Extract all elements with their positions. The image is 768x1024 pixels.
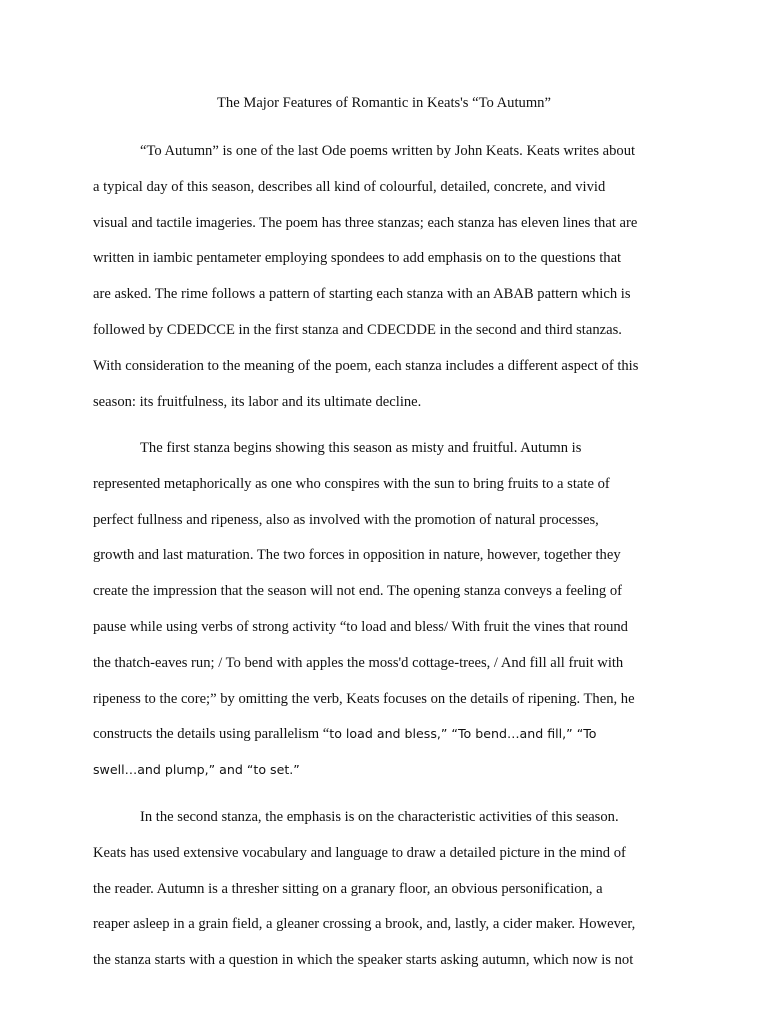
paragraph-line: season: its fruitfulness, its labor and its ultimate decline. <box>93 393 422 410</box>
quoted-verbs: to load and bless,” “To bend…and fill,” “To <box>329 726 597 742</box>
paragraph-line: represented metaphorically as one who conspires with the sun to bring fruits to a state of <box>93 475 610 492</box>
paragraph-line: With consideration to the meaning of the poem, each stanza includes a different aspect of this <box>93 357 639 374</box>
paragraph-line: pause while using verbs of strong activity “to load and bless/ With fruit the vines that round <box>93 619 628 635</box>
paragraph-line: the thatch-eaves run; / To bend with apples the moss'd cottage-trees, / And fill all fruit with <box>93 654 624 671</box>
paragraph-line: a typical day of this season, describes all kind of colourful, detailed, concrete, and vivid <box>93 178 606 195</box>
paragraph-line: visual and tactile imageries. The poem has three stanzas; each stanza has eleven lines that are <box>93 214 638 231</box>
paragraph-line: In the second stanza, the emphasis is on the characteristic activities of this season. <box>140 809 619 825</box>
paragraph-line: create the impression that the season will not end. The opening stanza conveys a feeling of <box>93 583 622 600</box>
paragraph-line: written in iambic pentameter employing spondees to add emphasis on to the questions that <box>93 250 622 267</box>
paragraph-line: “To Autumn” is one of the last Ode poems written by John Keats. Keats writes about <box>140 143 636 159</box>
paragraph-line: ripeness to the core;” by omitting the verb, Keats focuses on the details of ripening. Then, he <box>93 690 635 707</box>
paragraph-line: reaper asleep in a grain field, a gleaner crossing a brook, and, lastly, a cider maker. However, <box>93 916 636 933</box>
paragraph-line: are asked. The rime follows a pattern of starting each stanza with an ABAB pattern which is <box>93 286 631 303</box>
paragraph-line: the reader. Autumn is a thresher sitting on a granary floor, an obvious personification, a <box>93 880 603 897</box>
paragraph-line: growth and last maturation. The two forces in opposition in nature, however, together they <box>93 547 621 564</box>
paragraph-line: the stanza starts with a question in which the speaker starts asking autumn, which now is not <box>93 952 634 969</box>
paragraph-line-mixed <box>93 724 596 744</box>
paragraph-line-quoted: swell…and plump,” and “to set.” <box>93 762 300 778</box>
paragraph-line-serif-part: constructs the details using parallelism “ <box>93 726 330 743</box>
paragraph-line: The first stanza begins showing this season as misty and fruitful. Autumn is <box>140 440 582 456</box>
paragraph-line: Keats has used extensive vocabulary and language to draw a detailed picture in the mind of <box>93 844 626 861</box>
document-title: The Major Features of Romantic in Keats's “To Autumn” <box>217 95 551 111</box>
paragraph-line: followed by CDEDCCE in the first stanza and CDECDDE in the second and third stanzas. <box>93 322 622 338</box>
paragraph-line: perfect fullness and ripeness, also as involved with the promotion of natural processes, <box>93 511 599 528</box>
